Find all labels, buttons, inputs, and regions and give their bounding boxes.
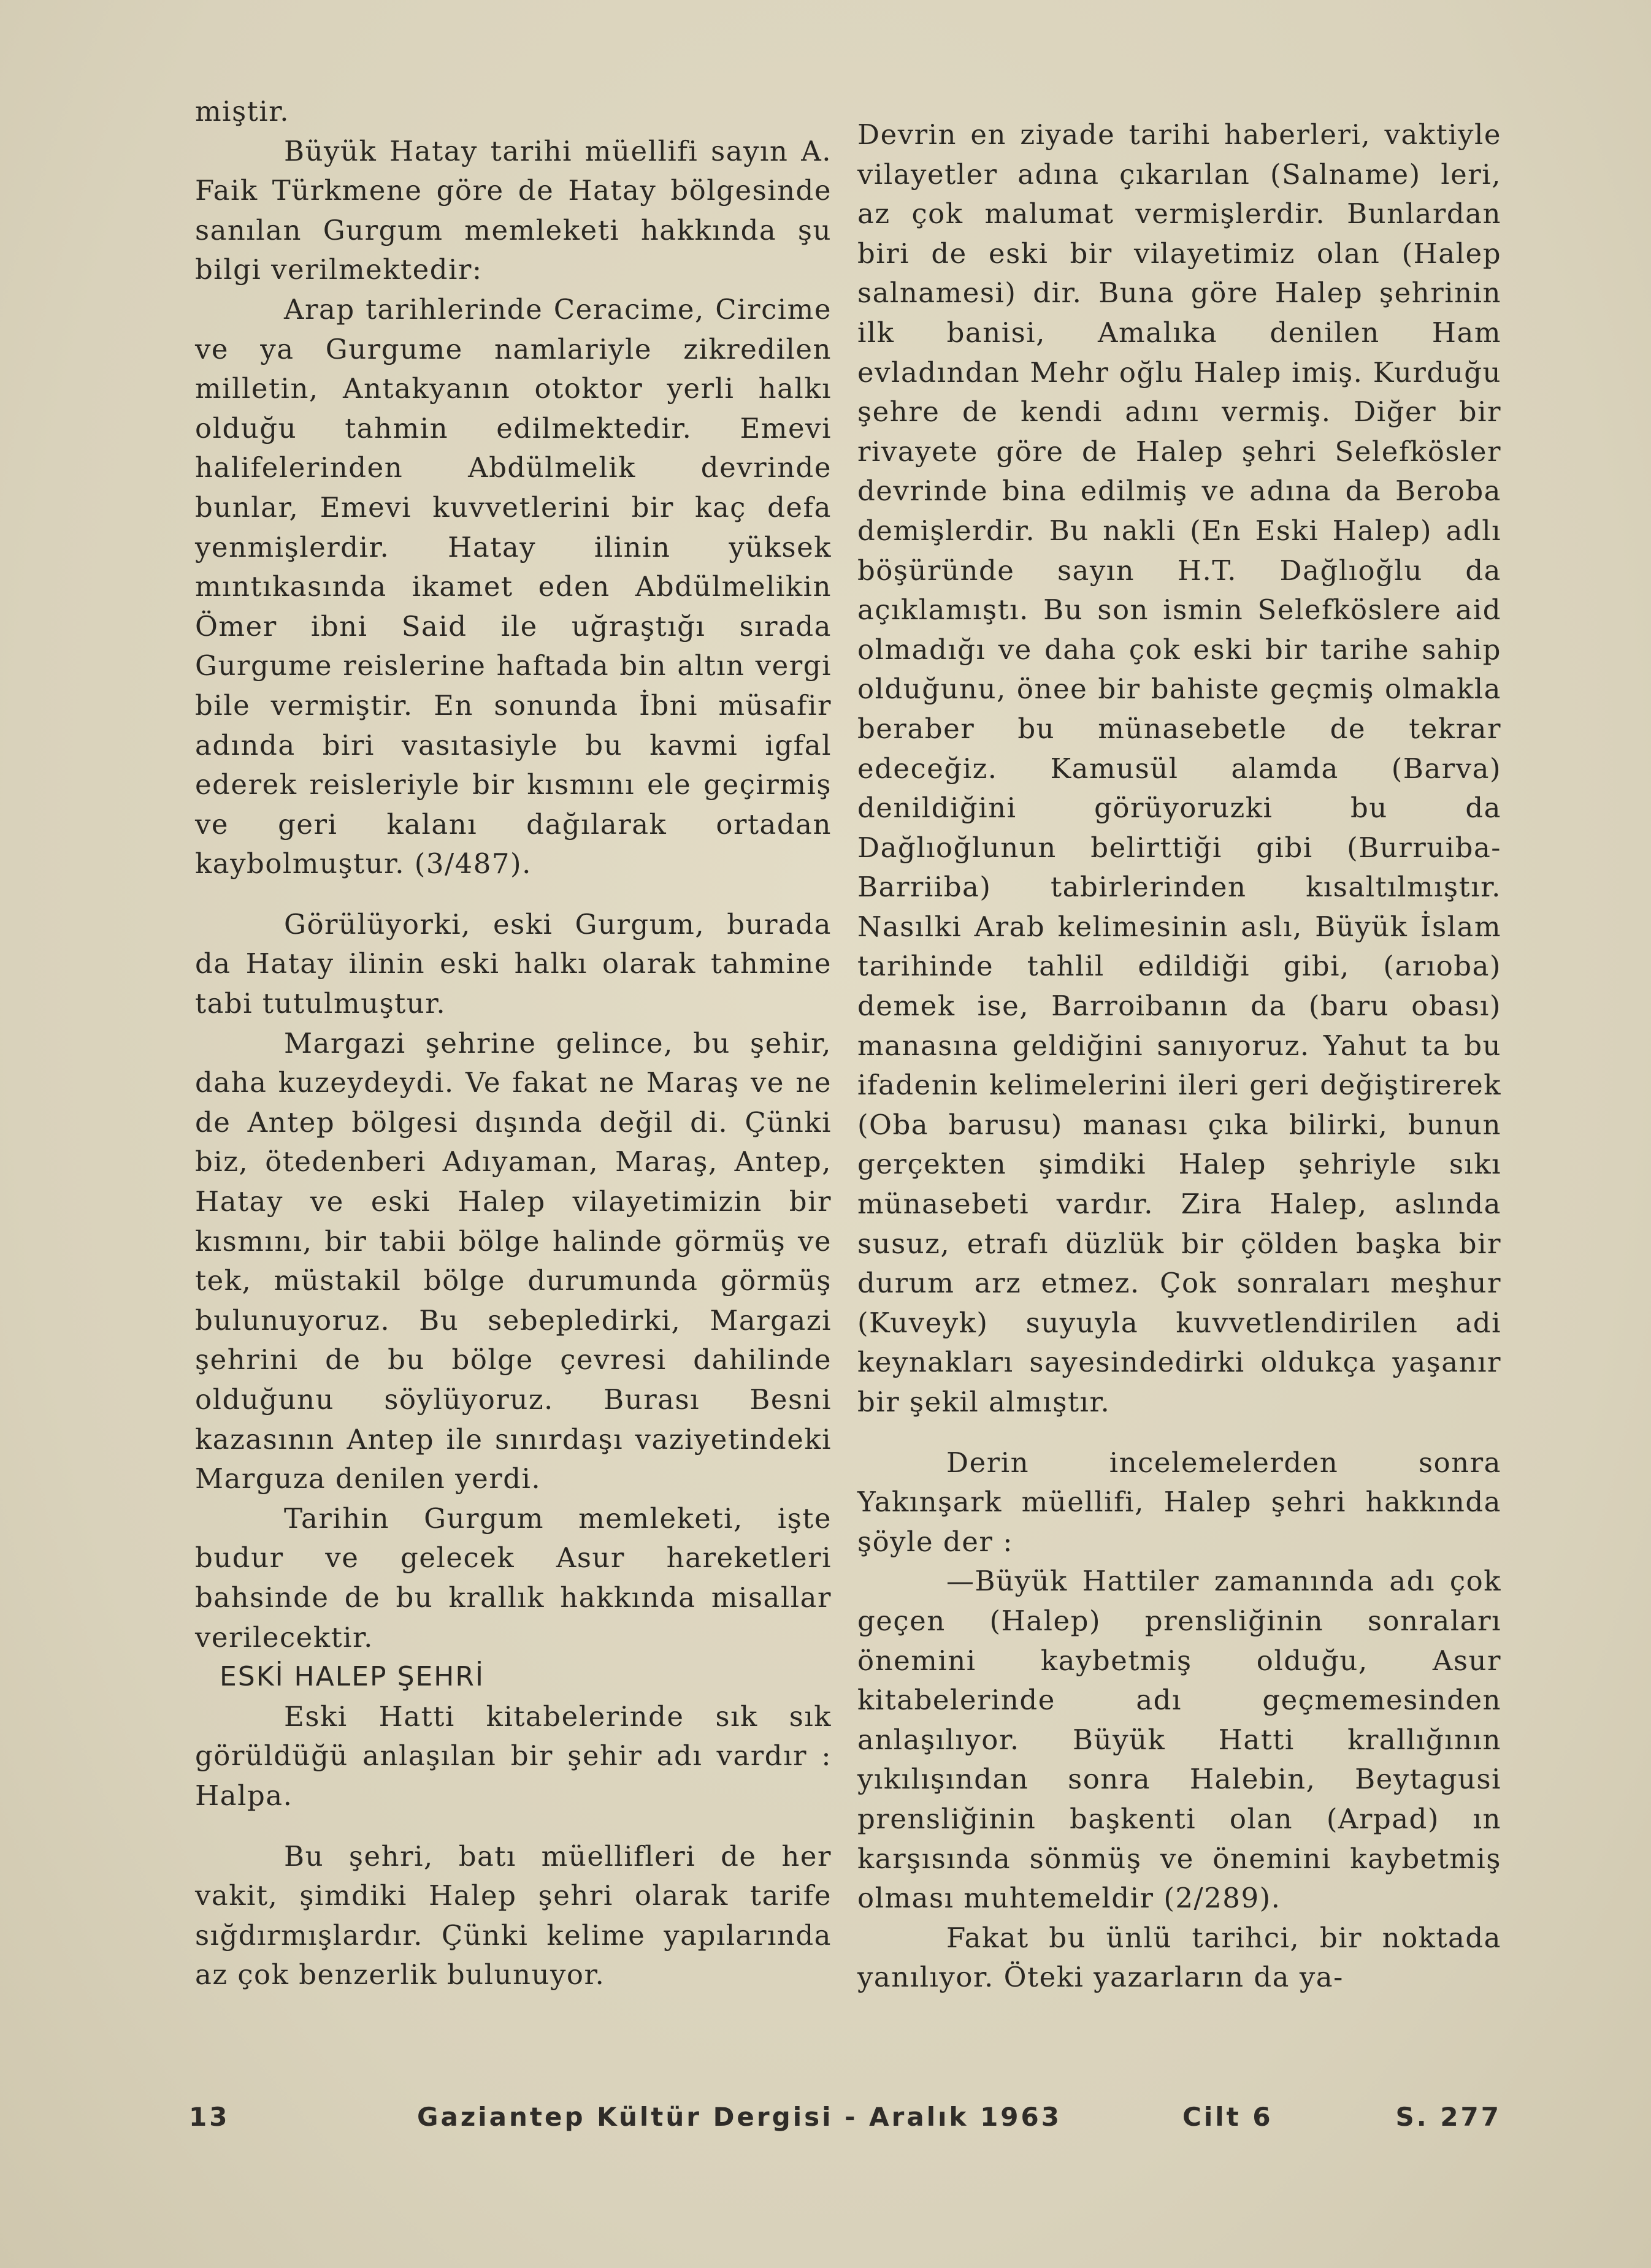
paragraph: Tarihin Gurgum memleketi, işte budur ve gelecek Asur hareketleri bahsinde de bu krallık hakkında misallar verilecektir.	[195, 1502, 832, 1654]
page-number: 13	[189, 2102, 230, 2132]
paragraph: —Büyük Hattiler zamanında adı çok geçen (Halep) prensliğinin sonraları önemini kaybetmiş olduğu, Asur kitabelerinde adı geçmemesinden anlaşılıyor. Büyük Hatti krallığının yıkılışından sonra Halebin, Beytagusi prensliğinin başkenti olan (Arpad) ın karşısında sönmüş ve önemini kaybetmiş olması muhtemeldir (2/289).	[857, 1565, 1501, 1915]
section-heading: ESKİ HALEP ŞEHRİ	[220, 1661, 485, 1693]
paragraph: Eski Hatti kitabelerinde sık sık görüldüğü anlaşılan bir şehir adı vardır : Halpa.	[195, 1700, 832, 1812]
paragraph: Arap tarihlerinde Ceracime, Circime ve ya Gurgume namlariyle zikredilen milletin, Antakyanın otoktor yerli halkı olduğu tahmin edilmektedir. Emevi halifelerinden Abdülmelik devrinde bunlar, Emevi kuvvetlerini bir kaç defa yenmişlerdir. Hatay ilinin yüksek mıntıkasında ikamet eden Abdülmelikin Ömer ibni Said ile uğraştığı sırada Gurgume reislerine haftada bin altın vergi bile vermiştir. En sonunda İbni müsafir adında biri vasıtasiyle bu kavmi igfal ederek reisleriyle bir kısmını ele geçirmiş ve geri kalanı dağılarak ortadan kaybolmuştur. (3/487).	[195, 292, 832, 880]
issue-label: S. 277	[1395, 2102, 1501, 2132]
journal-title: Gaziantep Kültür Dergisi - Aralık 1963	[417, 2102, 1062, 2132]
paragraph: Margazi şehrine gelince, bu şehir, daha kuzeydeydi. Ve fakat ne Maraş ve ne de Antep bölgesi dışında değil di. Çünki biz, ötedenberi Adıyaman, Maraş, Antep, Hatay ve eski Halep vilayetimizin bir kısmını, bir tabii bölge halinde görmüş ve tek, müstakil bölge durumunda görmüş bulunuyoruz. Bu sebepledirki, Margazi şehrini de bu bölge çevresi dahilinde olduğunu söylüyoruz. Burası Besni kazasının Antep ile sınırdaşı vaziyetindeki Marguza denilen yerdi.	[195, 1026, 832, 1495]
right-column	[857, 115, 1501, 1998]
left-column	[195, 92, 832, 1995]
paragraph: miştir.	[195, 95, 290, 128]
page-footer	[189, 2102, 1501, 2145]
paragraph: Derin incelemelerden sonra Yakınşark müellifi, Halep şehri hakkında şöyle der :	[857, 1446, 1501, 1558]
paragraph: Görülüyorki, eski Gurgum, burada da Hatay ilinin eski halkı olarak tahmine tabi tutulmuştur.	[195, 907, 832, 1020]
paragraph: Bu şehri, batı müellifleri de her vakit, şimdiki Halep şehri olarak tarife sığdırmışlardır. Çünki kelime yapılarında az çok benzerlik bulunuyor.	[195, 1839, 832, 1991]
paragraph: Devrin en ziyade tarihi haberleri, vaktiyle vilayetler adına çıkarılan (Salname) leri, az çok malumat vermişlerdir. Bunlardan biri de eski bir vilayetimiz olan (Halep salnamesi) dir. Buna göre Halep şehrinin ilk banisi, Amalıka denilen Ham evladından Mehr oğlu Halep imiş. Kurduğu şehre de kendi adını vermiş. Diğer bir rivayete göre de Halep şehri Selefkösler devrinde bina edilmiş ve adına da Beroba demişlerdir. Bu nakli (En Eski Halep) adlı böşüründe sayın H.T. Dağlıoğlu da açıklamıştı. Bu son ismin Selefköslere aid olmadığı ve daha çok eski bir tarihe sahip olduğunu, önee bir bahiste geçmiş olmakla beraber bu münasebetle de tekrar edeceğiz. Kamusül alamda (Barva) denildiğini görüyoruzki bu da Dağlıoğlunun belirttiği gibi (Burruiba-Barriiba) tabirlerinden kısaltılmıştır. Nasılki Arab kelimesinin aslı, Büyük İslam tarihinde tahlil edildiği gibi, (arıoba) demek ise, Barroibanın da (baru obası) manasına geldiğini sanıyoruz. Yahut ta bu ifadenin kelimelerini ileri geri değiştirerek (Oba barusu) manası çıka bilirki, bunun gerçekten şimdiki Halep şehriyle sıkı münasebeti vardır. Zira Halep, aslında susuz, etrafı düzlük bir çölden başka bir durum arz etmez. Çok sonraları meşhur (Kuveyk) suyuyla kuvvetlendirilen adi keynakları sayesindedirki oldukça yaşanır bir şekil almıştır.	[857, 118, 1501, 1418]
volume-label: Cilt 6	[1182, 2102, 1273, 2132]
paragraph: Fakat bu ünlü tarihci, bir noktada yanılıyor. Öteki yazarların da ya-	[857, 1921, 1501, 1994]
paragraph: Büyük Hatay tarihi müellifi sayın A. Faik Türkmene göre de Hatay bölgesinde sanılan Gurgum memleketi hakkında şu bilgi verilmektedir:	[195, 134, 832, 286]
